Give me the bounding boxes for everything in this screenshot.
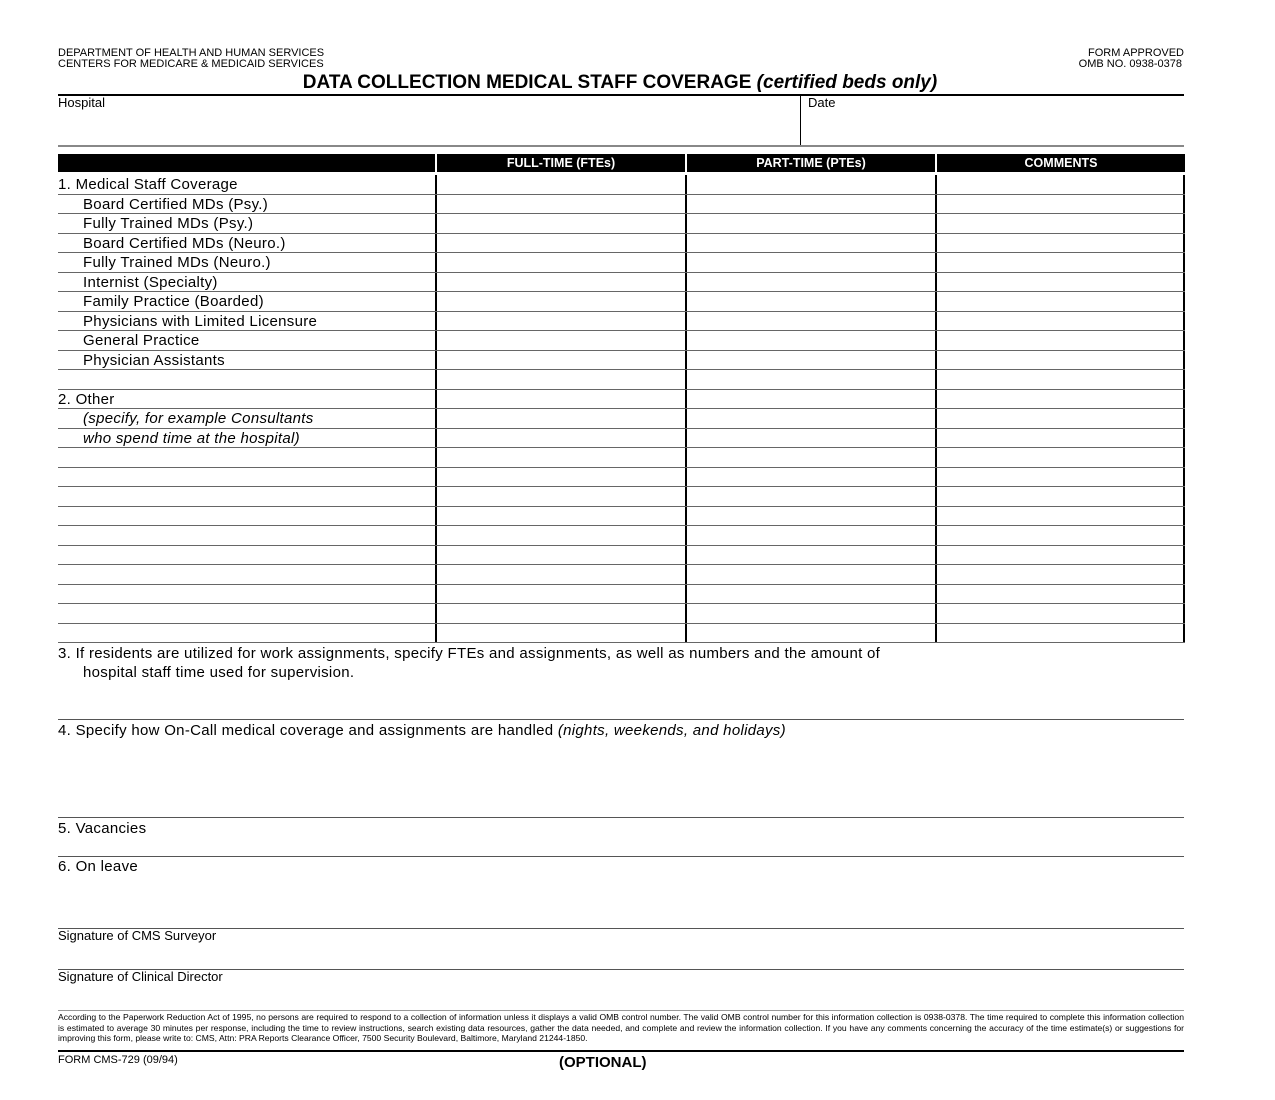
full-time-cell[interactable] [435, 448, 685, 467]
row-label [58, 624, 435, 643]
table-row [58, 214, 1185, 234]
table-row [58, 468, 1185, 488]
comments-cell[interactable] [935, 448, 1185, 467]
row-label: (specify, for example Consultants [83, 410, 314, 427]
row-label [58, 468, 435, 487]
full-time-cell[interactable] [435, 312, 685, 331]
row-label: Fully Trained MDs (Neuro.) [83, 254, 271, 271]
question-4 [58, 721, 786, 740]
part-time-cell[interactable] [685, 214, 935, 233]
part-time-cell[interactable] [685, 448, 935, 467]
row-label [58, 487, 435, 506]
director-signature-label: Signature of Clinical Director [58, 969, 223, 984]
table-row [58, 312, 1185, 332]
full-time-cell[interactable] [435, 507, 685, 526]
part-time-cell[interactable] [685, 409, 935, 428]
comments-cell[interactable] [935, 468, 1185, 487]
comments-cell[interactable] [935, 604, 1185, 623]
table-row [58, 585, 1185, 605]
omb-number: OMB NO. 0938-0378 [1078, 58, 1182, 70]
comments-cell[interactable] [935, 546, 1185, 565]
form-number: FORM CMS-729 (09/94) [58, 1054, 178, 1066]
full-time-cell[interactable] [435, 195, 685, 214]
part-time-cell[interactable] [685, 351, 935, 370]
comments-cell[interactable] [935, 214, 1185, 233]
hospital-label: Hospital [58, 95, 105, 110]
table-row [58, 604, 1185, 624]
question-4-text: 4. Specify how On-Call medical coverage and assignments are handled [58, 722, 554, 739]
part-time-cell[interactable] [685, 526, 935, 545]
full-time-cell[interactable] [435, 468, 685, 487]
part-time-cell[interactable] [685, 234, 935, 253]
title-main: DATA COLLECTION MEDICAL STAFF COVERAGE [302, 72, 752, 93]
row-label: General Practice [83, 332, 200, 349]
question-5: 5. Vacancies [58, 820, 147, 837]
comments-cell[interactable] [935, 390, 1185, 409]
full-time-cell[interactable] [435, 292, 685, 311]
row-label [58, 507, 435, 526]
row-label: Physician Assistants [83, 351, 225, 369]
question-6: 6. On leave [58, 858, 139, 875]
comments-cell[interactable] [935, 370, 1185, 389]
table-row [58, 331, 1185, 351]
title-qualifier: (certified beds only) [756, 72, 938, 93]
col-comments: COMMENTS [935, 154, 1185, 172]
comments-cell[interactable] [935, 195, 1185, 214]
row-label: 1. Medical Staff Coverage [58, 176, 238, 193]
full-time-cell[interactable] [435, 429, 685, 448]
table-row [58, 546, 1185, 566]
optional-label: (OPTIONAL) [559, 1054, 647, 1071]
part-time-cell[interactable] [685, 604, 935, 623]
table-row [58, 526, 1185, 546]
part-time-cell[interactable] [685, 253, 935, 272]
full-time-cell[interactable] [435, 487, 685, 506]
table-row [58, 195, 1185, 215]
row-label [58, 546, 435, 565]
date-label: Date [808, 95, 836, 110]
full-time-cell[interactable] [435, 370, 685, 389]
col-full-time: FULL-TIME (FTEs) [435, 154, 685, 172]
question-4-qualifier: (nights, weekends, and holidays) [557, 722, 786, 739]
part-time-cell[interactable] [685, 429, 935, 448]
comments-cell[interactable] [935, 409, 1185, 428]
comments-cell[interactable] [935, 292, 1185, 311]
on-leave-field[interactable] [180, 858, 1184, 926]
table-body [58, 175, 1185, 643]
paperwork-notice: According to the Paperwork Reduction Act of 1995, no persons are required to respond to a collection of information unless it displays a valid OMB control number. The valid OMB control number for this information collection is 0938-0378. The time required to complete this information collection is estimated to average 30 minutes per response, including the time to review instructions, search existing data resources, gather the data needed, and complete and review the information collection. If you have any comments concerning the accuracy of the time estimate(s) or suggestions for improving this form, please write to: CMS, Attn: PRA Reports Clearance Officer, 7500 Security Boulevard, Baltimore, Maryland 21244-1850. [58, 1012, 1184, 1043]
comments-cell[interactable] [935, 585, 1185, 604]
comments-cell[interactable] [935, 273, 1185, 292]
agency-line-2: CENTERS FOR MEDICARE & MEDICAID SERVICES [58, 58, 324, 70]
hospital-field[interactable] [58, 108, 800, 144]
comments-cell[interactable] [935, 526, 1185, 545]
question-3-cont: hospital staff time used for supervision. [83, 664, 355, 681]
full-time-cell[interactable] [435, 526, 685, 545]
row-label: Fully Trained MDs (Psy.) [83, 215, 254, 232]
staff-coverage-table [58, 154, 1185, 643]
comments-cell[interactable] [935, 507, 1185, 526]
question-4-field[interactable] [58, 742, 1184, 816]
row-label: Family Practice (Boarded) [83, 293, 264, 310]
row-label: Board Certified MDs (Neuro.) [83, 234, 286, 252]
full-time-cell[interactable] [435, 331, 685, 350]
part-time-cell[interactable] [685, 331, 935, 350]
row-label [58, 370, 435, 389]
row-label: who spend time at the hospital) [83, 429, 300, 447]
part-time-cell[interactable] [685, 585, 935, 604]
comments-cell[interactable] [935, 253, 1185, 272]
part-time-cell[interactable] [685, 390, 935, 409]
comments-cell[interactable] [935, 175, 1185, 194]
table-row [58, 175, 1185, 195]
table-row [58, 487, 1185, 507]
table-row [58, 253, 1185, 273]
table-row [58, 370, 1185, 390]
comments-cell[interactable] [935, 565, 1185, 584]
full-time-cell[interactable] [435, 585, 685, 604]
full-time-cell[interactable] [435, 234, 685, 253]
row-label: Board Certified MDs (Psy.) [83, 195, 269, 213]
part-time-cell[interactable] [685, 312, 935, 331]
agency-line-1: DEPARTMENT OF HEALTH AND HUMAN SERVICES [58, 47, 325, 59]
table-header [58, 154, 1185, 172]
row-label [58, 448, 435, 467]
part-time-cell[interactable] [685, 195, 935, 214]
full-time-cell[interactable] [435, 351, 685, 370]
full-time-cell[interactable] [435, 273, 685, 292]
vacancies-field[interactable] [180, 820, 1184, 855]
table-row [58, 351, 1185, 371]
row-label [58, 565, 435, 584]
table-row [58, 292, 1185, 312]
form-approved: FORM APPROVED [1088, 47, 1184, 59]
full-time-cell[interactable] [435, 624, 685, 643]
comments-cell[interactable] [935, 487, 1185, 506]
row-label [58, 604, 435, 623]
part-time-cell[interactable] [685, 468, 935, 487]
table-row [58, 429, 1185, 449]
part-time-cell[interactable] [685, 292, 935, 311]
date-field[interactable] [808, 108, 1184, 144]
row-label: 2. Other [58, 390, 115, 408]
part-time-cell[interactable] [685, 624, 935, 643]
table-row [58, 234, 1185, 254]
row-label: Physicians with Limited Licensure [83, 312, 318, 330]
director-signature-field[interactable] [58, 985, 1184, 1009]
part-time-cell[interactable] [685, 565, 935, 584]
comments-cell[interactable] [935, 429, 1185, 448]
table-row [58, 448, 1185, 468]
part-time-cell[interactable] [685, 273, 935, 292]
table-row [58, 390, 1185, 410]
question-3: 3. If residents are utilized for work assignments, specify FTEs and assignments, as well as numbers and the amount of [58, 645, 881, 662]
part-time-cell[interactable] [685, 487, 935, 506]
table-row [58, 409, 1185, 429]
table-row [58, 565, 1185, 585]
comments-cell[interactable] [935, 331, 1185, 350]
question-3-field[interactable] [58, 685, 1184, 718]
surveyor-signature-field[interactable] [58, 944, 1184, 968]
comments-cell[interactable] [935, 351, 1185, 370]
row-label [58, 585, 435, 604]
full-time-cell[interactable] [435, 565, 685, 584]
part-time-cell[interactable] [685, 370, 935, 389]
comments-cell[interactable] [935, 234, 1185, 253]
part-time-cell[interactable] [685, 546, 935, 565]
surveyor-signature-label: Signature of CMS Surveyor [58, 928, 217, 943]
comments-cell[interactable] [935, 312, 1185, 331]
page-title [0, 72, 1240, 94]
full-time-cell[interactable] [435, 214, 685, 233]
table-row [58, 624, 1185, 644]
col-part-time: PART-TIME (PTEs) [685, 154, 935, 172]
comments-cell[interactable] [935, 624, 1185, 643]
table-row [58, 507, 1185, 527]
full-time-cell[interactable] [435, 409, 685, 428]
full-time-cell[interactable] [435, 546, 685, 565]
full-time-cell[interactable] [435, 253, 685, 272]
full-time-cell[interactable] [435, 604, 685, 623]
part-time-cell[interactable] [685, 175, 935, 194]
full-time-cell[interactable] [435, 390, 685, 409]
row-label: Internist (Specialty) [83, 273, 218, 291]
part-time-cell[interactable] [685, 507, 935, 526]
table-row [58, 273, 1185, 293]
row-label [58, 526, 435, 545]
full-time-cell[interactable] [435, 175, 685, 194]
